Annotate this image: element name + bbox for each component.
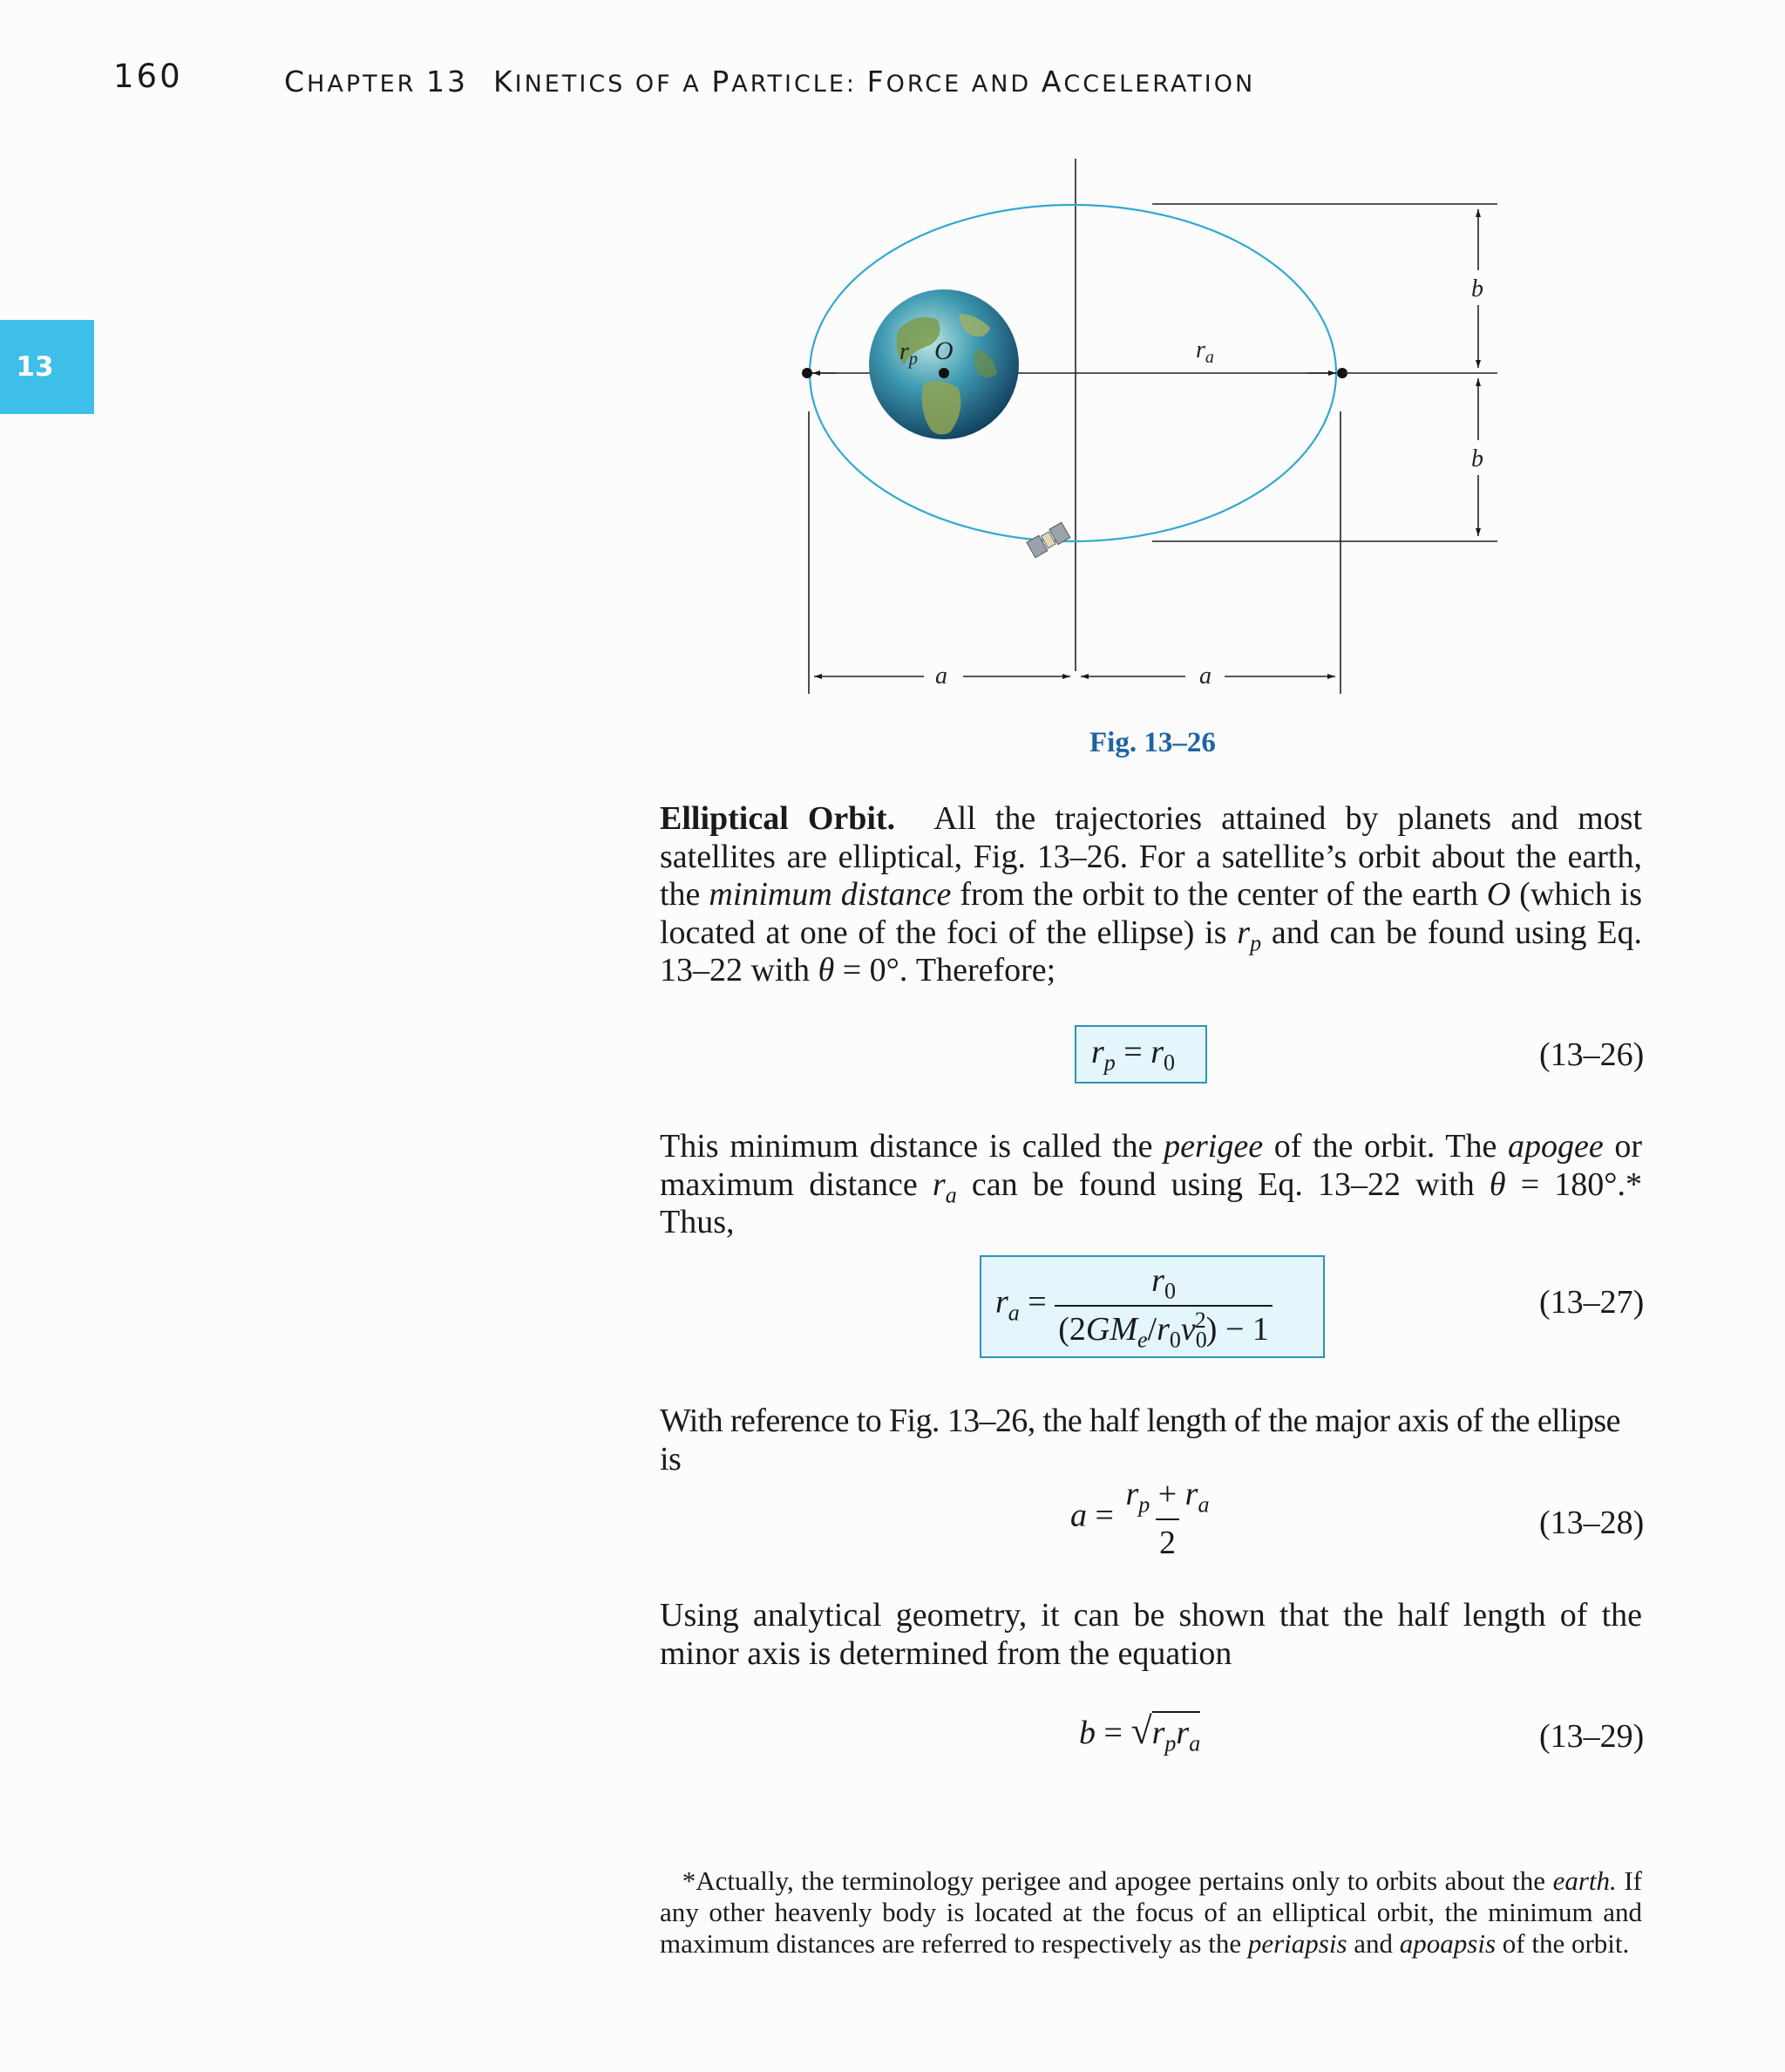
- equation-number: (13–26): [1539, 1036, 1645, 1073]
- paragraph-elliptical-orbit: [660, 800, 1642, 990]
- text-run: and: [1347, 1928, 1400, 1959]
- title-word: INETICS OF A: [514, 71, 702, 98]
- emphasis: earth.: [1552, 1865, 1617, 1896]
- footnote: [660, 1865, 1642, 1960]
- symbol-theta: θ: [1489, 1165, 1506, 1203]
- rp-label: $r_p$: [899, 338, 918, 369]
- text-run: This minimum distance is called the: [660, 1128, 1164, 1165]
- section-heading: Elliptical Orbit.: [660, 800, 896, 837]
- equation-13-26: $r_p = r_0$: [1091, 1034, 1176, 1076]
- paragraph-perigee-apogee: [660, 1128, 1642, 1242]
- satellite-icon: [1027, 522, 1070, 557]
- symbol-O: O: [1486, 876, 1511, 913]
- text-run: or maximum distance: [660, 1128, 1642, 1203]
- text-run: from the orbit to the center of the earth: [951, 876, 1487, 913]
- O-label: O: [934, 336, 954, 365]
- title-word: ORCE AND: [886, 71, 1032, 98]
- equation-number: (13–29): [1539, 1718, 1645, 1755]
- emphasis: minimum distance: [709, 876, 952, 913]
- text-run: = 0°. Therefore;: [834, 952, 1056, 988]
- chapter-label-rest: HAPTER: [307, 71, 417, 98]
- equation-number: (13–28): [1539, 1505, 1645, 1541]
- text-run: can be found using Eq. 13–22 with: [956, 1165, 1490, 1203]
- text-run: and can be found using Eq. 13–22 with: [660, 914, 1642, 988]
- text-run: of the orbit.: [1496, 1928, 1630, 1959]
- b-bottom-label: b: [1471, 445, 1483, 472]
- symbol-r: r: [932, 1165, 946, 1203]
- text-run: (which is located at one of the foci of the ellipse) is: [660, 876, 1642, 951]
- chapter-label-cap: C: [284, 65, 308, 99]
- page-number: 160: [113, 58, 183, 95]
- title-cap: F: [866, 65, 886, 99]
- emphasis: periapsis: [1247, 1928, 1347, 1959]
- orbit-figure: [0, 0, 1785, 715]
- subscript: p: [1250, 930, 1262, 956]
- title-word: ARTICLE:: [731, 71, 858, 98]
- emphasis: apogee: [1507, 1128, 1604, 1165]
- text-run: = 180°.* Thus,: [660, 1165, 1642, 1240]
- text-run: If any other heavenly body is located at the focus of an elliptical orbit, the minimum and maximum distances are referred to respectively as the: [660, 1865, 1642, 1959]
- symbol-r: r: [1237, 914, 1251, 951]
- emphasis: perigee: [1164, 1128, 1264, 1165]
- text-run: All the trajectories attained by planets and most satellites are elliptical, Fig. 13–26. For a satellite’s orbit about the earth, the: [660, 800, 1643, 913]
- figure-caption: Fig. 13–26: [1089, 727, 1216, 758]
- title-cap: P: [711, 65, 732, 99]
- paragraph-major-axis: With reference to Fig. 13–26, the half length of the major axis of the ellipse is: [660, 1403, 1620, 1478]
- equation-13-27: $r_a$ = $\frac{r_0}{(2GM_e/r_0v_0^2) - 1}$: [995, 1261, 1273, 1348]
- perigee-point: [802, 368, 812, 378]
- b-top-label: b: [1471, 275, 1483, 302]
- paragraph-minor-axis: Using analytical geometry, it can be shown that the half length of the minor axis is determined from the equation: [660, 1597, 1642, 1672]
- a-right-label: a: [1199, 662, 1211, 690]
- ra-label: $r_a$: [1196, 336, 1214, 367]
- emphasis: apoapsis: [1399, 1928, 1497, 1959]
- symbol-theta: θ: [818, 952, 835, 988]
- equation-13-29: $b = √r_pr_a$: [1079, 1709, 1201, 1756]
- focus-point-O: [939, 368, 949, 378]
- subscript: a: [945, 1182, 957, 1208]
- text-run: *Actually, the terminology perigee and apogee pertains only to orbits about the: [682, 1865, 1553, 1896]
- title-word: CCELERATION: [1063, 71, 1256, 98]
- a-left-label: a: [935, 662, 947, 690]
- text-run: of the orbit. The: [1263, 1128, 1508, 1165]
- chapter-side-tab: 13: [0, 320, 94, 414]
- title-cap: A: [1041, 65, 1064, 99]
- equation-number: (13–27): [1539, 1284, 1645, 1321]
- title-cap: K: [493, 65, 515, 99]
- equation-13-28: a = $\frac{r_p + r_a}{2}$: [1070, 1476, 1210, 1561]
- chapter-number: 13: [426, 65, 469, 99]
